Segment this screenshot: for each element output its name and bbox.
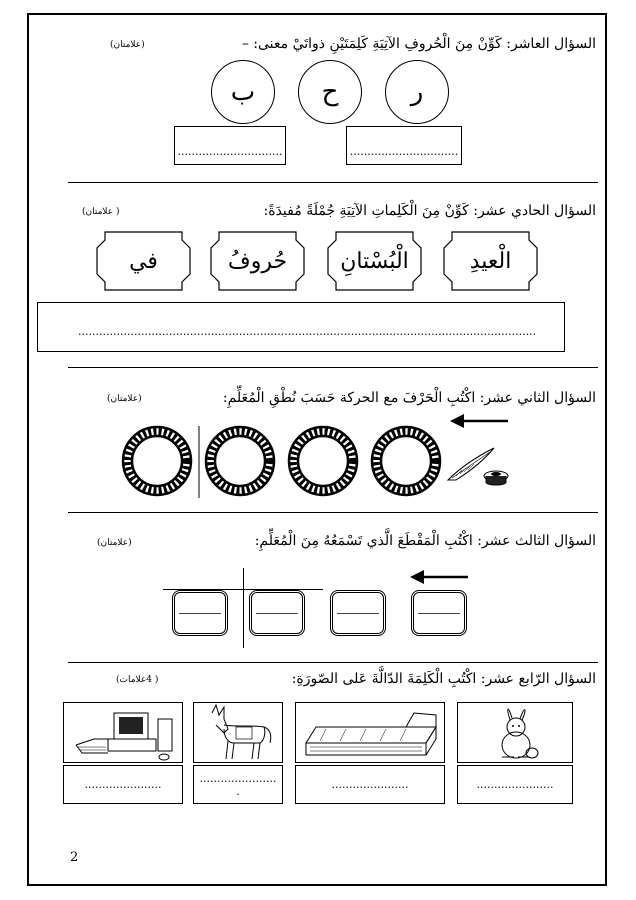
computer-answer-box[interactable] <box>63 765 183 804</box>
divider <box>68 512 598 513</box>
syllable-box-3[interactable] <box>249 590 305 636</box>
letter-circle-1: ر <box>385 60 449 124</box>
computer-picture <box>64 703 184 764</box>
computer-picture-cell <box>63 702 183 763</box>
rabbit-answer-dots: ...................... <box>476 778 554 791</box>
bed-answer-box[interactable] <box>295 765 445 804</box>
laurel-ring-icon-4 <box>123 427 191 495</box>
q14-marks: ( 4علامات) <box>116 675 159 685</box>
q11-answer-dots: ................................................................................................................................... <box>78 325 537 338</box>
rabbit-picture <box>458 703 574 764</box>
word-card-4 <box>95 230 192 292</box>
q10-answer-box-2[interactable] <box>174 126 286 165</box>
laurel-ring-icon-1 <box>372 427 440 495</box>
word-card-2 <box>326 230 423 292</box>
rabbit-answer-box[interactable] <box>457 765 573 804</box>
word-card-1 <box>442 230 539 292</box>
divider <box>68 662 598 663</box>
q13-marks: (علامتان) <box>97 538 132 548</box>
divider <box>68 367 598 368</box>
bed-answer-dots: ...................... <box>331 778 409 791</box>
q10-marks: (علامتان) <box>110 40 145 50</box>
word-label-1: الْعيدِ <box>469 248 512 274</box>
laurel-ring-icon-3 <box>206 427 274 495</box>
syllable-box-4[interactable] <box>172 590 228 636</box>
q10-answer-dots-2: .............................. <box>177 145 283 158</box>
q11-marks: ( علامتان) <box>82 207 120 217</box>
q12-marks: (علامتان) <box>107 394 142 404</box>
bed-picture <box>296 703 446 764</box>
q12-title: السؤال الثاني عشر: اكْتُبِ الْحَرْفَ مع الحركة حَسَبَ نُطْقِ الْمُعَلِّمِ: <box>222 390 596 406</box>
bed-picture-cell <box>295 702 445 763</box>
syllable-guide-line <box>243 568 244 648</box>
donkey-answer-dots: ...................... <box>199 771 277 785</box>
word-label-2: الْبُسْتانِ <box>340 248 409 274</box>
laurel-ring-icon-2 <box>289 427 357 495</box>
letter-circle-3: ب <box>211 60 275 124</box>
rabbit-picture-cell <box>457 702 573 763</box>
donkey-picture <box>194 703 284 764</box>
word-card-3 <box>209 230 306 292</box>
syllable-box-2[interactable] <box>330 590 386 636</box>
page-number: 2 <box>70 850 79 865</box>
word-label-4: في <box>129 248 158 274</box>
syllable-box-1[interactable] <box>411 590 467 636</box>
q11-sentence-box[interactable] <box>37 302 565 352</box>
donkey-answer-box[interactable] <box>193 765 283 804</box>
q10-title: السؤال العاشر: كَوِّنْ مِنَ الْحُروفِ الآتِيَةِ كَلِمَتَيْنِ ذواتَيْ معنى: – <box>241 36 596 52</box>
q14-title: السؤال الرّابع عشر: اكْتُبِ الْكَلِمَةَ الدّالَّةَ عَلى الصّورَةِ: <box>291 671 596 687</box>
left-arrow-icon <box>410 570 470 584</box>
divider <box>68 182 598 183</box>
donkey-answer-extra: . <box>236 784 240 798</box>
q13-title: السؤال الثالث عشر: اكْتُبِ الْمَقْطَعَ الَّذي تَسْمَعُهُ مِنَ الْمُعَلِّمِ: <box>254 533 596 549</box>
q10-answer-dots-1: ............................... <box>349 145 459 158</box>
donkey-picture-cell <box>193 702 283 763</box>
computer-answer-dots: ...................... <box>84 778 162 791</box>
word-label-3: حُروفُ <box>227 248 288 274</box>
letter-circle-2: ح <box>298 60 362 124</box>
ring-row <box>120 422 460 500</box>
q11-title: السؤال الحادي عشر: كَوِّنْ مِنَ الْكَلِماتِ الآتِيَةِ جُمْلَةً مُفيدَةً: <box>263 203 596 219</box>
q10-answer-box-1[interactable] <box>346 126 462 165</box>
